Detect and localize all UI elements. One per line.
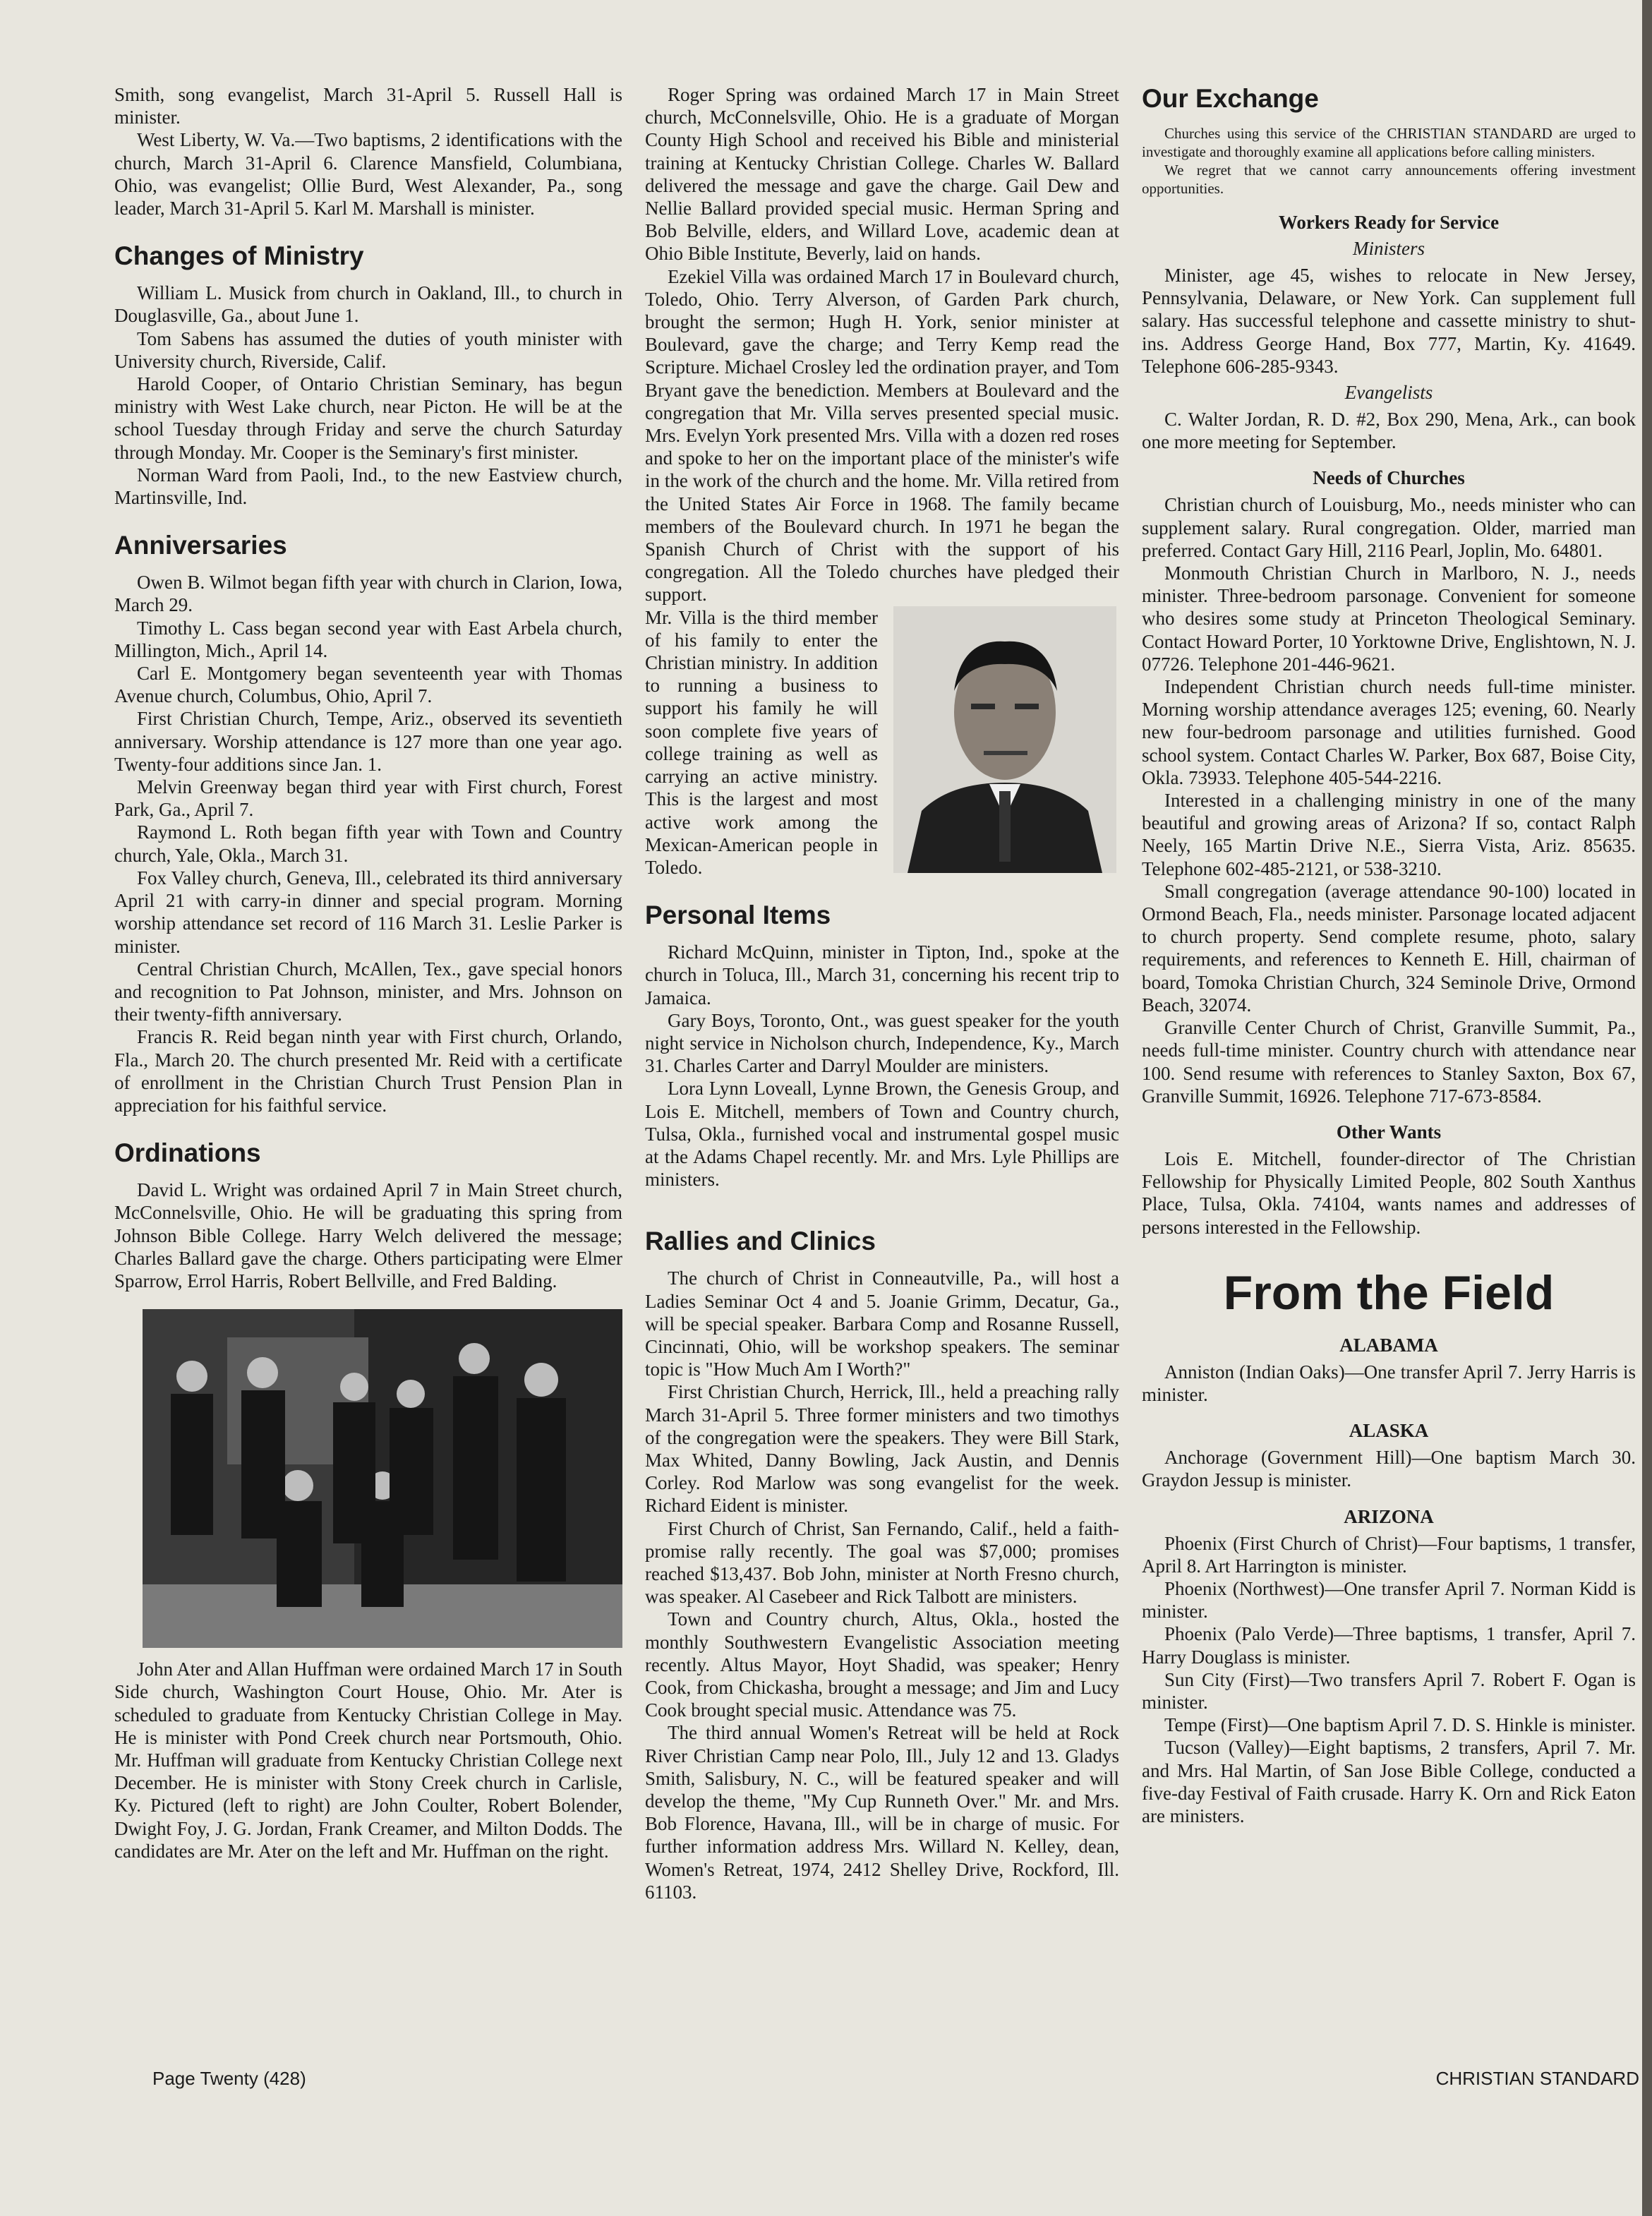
paragraph: Monmouth Christian Church in Marlboro, N. J., needs minister. Three-bedroom parsonage. Convenient for someone who desires some study at Princeton Theological Seminary. Contact Howard Porter, 10 Yorktowne Drive, Englishtown, N. J. 07726. Telephone 201-446-9621.	[1142, 562, 1636, 675]
paragraph: Lois E. Mitchell, founder-director of The Christian Fellowship for Physically Limited People, 802 South Xanthus Place, Tulsa, Okla. 74104, wants names and addresses of persons interested in the Fellowship.	[1142, 1148, 1636, 1238]
paragraph: William L. Musick from church in Oakland, Ill., to church in Douglasville, Ga., about June 1.	[114, 282, 622, 327]
paragraph: Phoenix (First Church of Christ)—Four baptisms, 1 transfer, April 8. Art Harrington is minister.	[1142, 1532, 1636, 1577]
subheading-workers: Workers Ready for Service	[1278, 212, 1500, 233]
paragraph: Interested in a challenging ministry in one of the many beautiful and growing areas of Arizona? If so, contact Ralph Neely, 165 Martin Drive N.E., Sierra Vista, Ariz. 85635. Telephone 602-485-2121, or 538-3210.	[1142, 790, 1636, 879]
paragraph: Christian church of Louisburg, Mo., needs minister who can supplement salary. Rural congregation. Older, married man preferred. Contact Gary Hill, 2116 Pearl, Joplin, Mo. 64801.	[1142, 494, 1636, 561]
paragraph: Sun City (First)—Two transfers April 7. Robert F. Ogan is minister.	[1142, 1668, 1636, 1713]
paragraph: Raymond L. Roth began fifth year with Town and Country church, Yale, Okla., March 31.	[114, 821, 622, 866]
paragraph: First Church of Christ, San Fernando, Calif., held a faith-promise rally recently. The goal was $7,000; promises reached $13,437. Bob John, minister at North Fresno church, was speaker. Al Casebeer and Rick Talbott are ministers.	[645, 1517, 1119, 1608]
portrait-illustration	[893, 606, 1116, 873]
paragraph: Central Christian Church, McAllen, Tex., gave special honors and recognition to Pat Johnson, minister, and Mrs. Johnson on their twenty-fifth anniversary.	[114, 958, 622, 1025]
paragraph: Richard McQuinn, minister in Tipton, Ind., spoke at the church in Toluca, Ill., March 31, concerning his recent trip to Jamaica.	[645, 941, 1119, 1008]
photo-caption: John Ater and Allan Huffman were ordained March 17 in South Side church, Washington Court House, Ohio. Mr. Ater is scheduled to graduate from Kentucky Christian College in May. He is minister with Pond Creek church near Portsmouth, Ohio. Mr. Huffman will graduate from Kentucky Christian College next December. He is minister with Stony Creek church in Carlisle, Ky. Pictured (left to right) are John Coulter, Robert Bolender, Dwight Foy, J. G. Jordan, Frank Creamer, and Milton Dodds. The candidates are Mr. Ater on the left and Mr. Huffman on the right.	[114, 1658, 622, 1862]
paragraph: Melvin Greenway began third year with First church, Forest Park, Ga., April 7.	[114, 776, 622, 821]
paragraph: West Liberty, W. Va.—Two baptisms, 2 identifications with the church, March 31-April 6. Clarence Mansfield, Columbiana, Ohio, was evangelist; Ollie Burd, West Alexander, Pa., song leader, March 31-April 5. Karl M. Marshall is minister.	[114, 129, 622, 219]
section-heading-personal: Personal Items	[645, 901, 831, 930]
paragraph: Anniston (Indian Oaks)—One transfer April 7. Jerry Harris is minister.	[1142, 1361, 1636, 1405]
paragraph: Timothy L. Cass began second year with East Arbela church, Millington, Mich., April 14.	[114, 617, 622, 661]
from-the-field-title: From the Field	[1223, 1265, 1555, 1320]
state-heading-arizona: ARIZONA	[1344, 1505, 1434, 1527]
group-photo-illustration	[143, 1309, 622, 1648]
paragraph: Fox Valley church, Geneva, Ill., celebrated its third anniversary April 21 with carry-in dinner and special program. Morning worship attendance set record of 116 March 31. Leslie Parker is minister.	[114, 867, 622, 957]
paragraph: Harold Cooper, of Ontario Christian Seminary, has begun ministry with West Lake church, near Picton. He will be at the school Tuesday through Friday and serve the church Saturday through Monday. Mr. Cooper is the Seminary's first minister.	[114, 373, 622, 463]
paragraph: The third annual Women's Retreat will be held at Rock River Christian Camp near Polo, Ill., July 12 and 13. Gladys Smith, Salisbury, N. C., will be featured speaker and will develop the theme, "My Cup Runneth Over." Mr. and Mrs. Bob Florence, Havana, Ill., will be in charge of music. For further information address Mrs. Willard N. Kelley, dean, Women's Retreat, 1974, 2412 Shelley Drive, Rockford, Ill. 61103.	[645, 1722, 1119, 1903]
paragraph: Churches using this service of the CHRISTIAN STANDARD are urged to investigate and thoroughly examine all applications before calling ministers.	[1142, 125, 1636, 160]
subheading-ministers: Ministers	[1352, 238, 1425, 259]
paragraph: Tom Sabens has assumed the duties of youth minister with University church, Riverside, Calif.	[114, 327, 622, 372]
paragraph: We regret that we cannot carry announcements offering investment opportunities.	[1142, 162, 1636, 197]
paragraph: Mr. Villa is the third member of his family to enter the Christian ministry. In addition to running a business to support his family he will soon complete five years of college training as well as carrying an active ministry. This is the largest and most active work among the Mexican-American people in Toledo.	[645, 606, 878, 878]
section-heading-ordinations: Ordinations	[114, 1138, 261, 1168]
paragraph: Ezekiel Villa was ordained March 17 in Boulevard church, Toledo, Ohio. Terry Alverson, of Garden Park church, brought the sermon; Hugh H. York, senior minister at Boulevard, gave the charge; and Terry Kemp read the Scripture. Michael Crosley led the ordination prayer, and Tom Bryant gave the benediction. Members at Boulevard and the congregation that Mr. Villa serves presented special music. Mrs. Evelyn York presented Mrs. Villa with a dozen red roses and spoke to her on the important place of the minister's wife in the work of the church and the home. Mr. Villa retired from the United States Air Force in 1968. The family became members of the Boulevard church. In 1971 he began the Spanish Church of Christ with the support of his congregation. All the Toledo churches have pledged their support.	[645, 265, 1119, 606]
paragraph: Independent Christian church needs full-time minister. Morning worship attendance averages 125; evening, 60. Nearly new four-bedroom parsonage and utilities furnished. Good school system. Contact Charles W. Parker, Box 687, Boise City, Okla. 73933. Telephone 405-544-2216.	[1142, 676, 1636, 788]
paragraph: First Christian Church, Herrick, Ill., held a preaching rally March 31-April 5. Three former ministers and two timothys of the congregation were the speakers. They were Bill Stark, Max Whited, Danny Bowling, Jack Austin, and Dennis Corley. Rod Marlow was song evangelist for the week. Richard Eident is minister.	[645, 1381, 1119, 1517]
subheading-evangelists: Evangelists	[1344, 382, 1433, 404]
paragraph: Smith, song evangelist, March 31-April 5. Russell Hall is minister.	[114, 84, 622, 128]
column-left	[114, 83, 622, 1862]
paragraph: C. Walter Jordan, R. D. #2, Box 290, Mena, Ark., can book one more meeting for September.	[1142, 409, 1636, 453]
paragraph: Francis R. Reid began ninth year with First church, Orlando, Fla., March 20. The church presented Mr. Reid with a certificate of enrollment in the Christian Church Trust Pension Plan in appreciation for his faithful service.	[114, 1026, 622, 1116]
paragraph: Carl E. Montgomery began seventeenth year with Thomas Avenue church, Columbus, Ohio, April 7.	[114, 663, 622, 707]
column-right	[1142, 83, 1636, 1827]
portrait-photo	[893, 606, 1116, 873]
portrait-wrap	[645, 606, 1119, 879]
paragraph: Phoenix (Northwest)—One transfer April 7. Norman Kidd is minister.	[1142, 1577, 1636, 1622]
paragraph: Granville Center Church of Christ, Granville Summit, Pa., needs full-time minister. Country church with attendance near 100. Send resume with references to Stanley Saxton, Box 67, Granville Summit, 16926. Telephone 717-673-8584.	[1142, 1017, 1636, 1107]
footer-publication: CHRISTIAN STANDARD	[1435, 2068, 1639, 2089]
state-heading-alaska: ALASKA	[1349, 1420, 1429, 1442]
paragraph: Minister, age 45, wishes to relocate in New Jersey, Pennsylvania, Delaware, or New York. Can supplement full salary. Has successful telephone and cassette ministry to shut-ins. Address George Hand, Box 777, Martin, Ky. 41649. Telephone 606-285-9343.	[1142, 265, 1636, 377]
group-photo	[143, 1309, 622, 1648]
paragraph: Town and Country church, Altus, Okla., hosted the monthly Southwestern Evangelistic Association meeting recently. Altus Mayor, Hoyt Shadid, was speaker; Henry Cook, from Chickasha, brought a message; and Jim and Lucy Cook brought special music. Attendance was 75.	[645, 1608, 1119, 1721]
subheading-needs: Needs of Churches	[1313, 467, 1465, 489]
section-heading-rallies: Rallies and Clinics	[645, 1227, 876, 1256]
paragraph: Owen B. Wilmot began fifth year with church in Clarion, Iowa, March 29.	[114, 572, 622, 616]
paragraph: Tempe (First)—One baptism April 7. D. S. Hinkle is minister.	[1164, 1714, 1636, 1736]
paragraph: Tucson (Valley)—Eight baptisms, 2 transfers, April 7. Mr. and Mrs. Hal Martin, of San Jose Bible College, conducted a five-day Festival of Faith crusade. Harry K. Orn and Rick Eaton are ministers.	[1142, 1737, 1636, 1826]
state-heading-alabama: ALABAMA	[1339, 1334, 1438, 1356]
page-binding-edge	[1642, 0, 1652, 2216]
paragraph: Anchorage (Government Hill)—One baptism March 30. Graydon Jessup is minister.	[1142, 1447, 1636, 1491]
column-middle	[645, 83, 1119, 1903]
paragraph: First Christian Church, Tempe, Ariz., observed its seventieth anniversary. Worship attendance is 127 more than one year ago. Twenty-four additions since Jan. 1.	[114, 708, 622, 775]
paragraph: Gary Boys, Toronto, Ont., was guest speaker for the youth night service in Nicholson church, Independence, Ky., March 31. Charles Carter and Darryl Moulder are ministers.	[645, 1009, 1119, 1077]
paragraph: Roger Spring was ordained March 17 in Main Street church, McConnelsville, Ohio. He is a graduate of Morgan County High School and received his Bible and ministerial training at Kentucky Christian College. Charles W. Ballard delivered the message and gave the charge. Gail Dew and Nellie Ballard provided special music. Herman Spring and Bob Belville, elders, and Willard Love, academic dean at Ohio Bible Institute, Beverly, laid on hands.	[645, 84, 1119, 265]
subheading-other: Other Wants	[1336, 1121, 1442, 1143]
footer-page-number: Page Twenty (428)	[152, 2068, 306, 2089]
section-heading-changes: Changes of Ministry	[114, 241, 364, 271]
paragraph: Small congregation (average attendance 90-100) located in Ormond Beach, Fla., needs minister. Parsonage located adjacent to church property. Send complete resume, photo, salary requirements, and references to Kenneth E. Hill, chairman of board, Tomoka Christian Church, 324 Seminole Drive, Ormond Beach, 32074.	[1142, 880, 1636, 1016]
paragraph: Lora Lynn Loveall, Lynne Brown, the Genesis Group, and Lois E. Mitchell, members of Town and Country church, Tulsa, Okla., furnished vocal and instrumental gospel music at the Adams Chapel recently. Mr. and Mrs. Lyle Phillips are ministers.	[645, 1078, 1119, 1191]
paragraph: The church of Christ in Conneautville, Pa., will host a Ladies Seminar Oct 4 and 5. Joanie Grimm, Decatur, Ga., will be special speaker. Barbara Comp and Rosanne Russell, Cincinnati, Ohio, will be workshop speakers. The seminar topic is "How Much Am I Worth?"	[645, 1267, 1119, 1380]
paragraph: Norman Ward from Paoli, Ind., to the new Eastview church, Martinsville, Ind.	[114, 464, 622, 509]
section-heading-exchange: Our Exchange	[1142, 84, 1319, 113]
section-heading-anniversaries: Anniversaries	[114, 531, 287, 560]
paragraph: David L. Wright was ordained April 7 in Main Street church, McConnelsville, Ohio. He will be graduating this spring from Johnson Bible College. Harry Welch delivered the message; Charles Ballard gave the charge. Others participating were Elmer Sparrow, Errol Harris, Robert Bellville, and Fred Balding.	[114, 1179, 622, 1291]
paragraph: Phoenix (Palo Verde)—Three baptisms, 1 transfer, April 7. Harry Douglass is minister.	[1142, 1623, 1636, 1668]
